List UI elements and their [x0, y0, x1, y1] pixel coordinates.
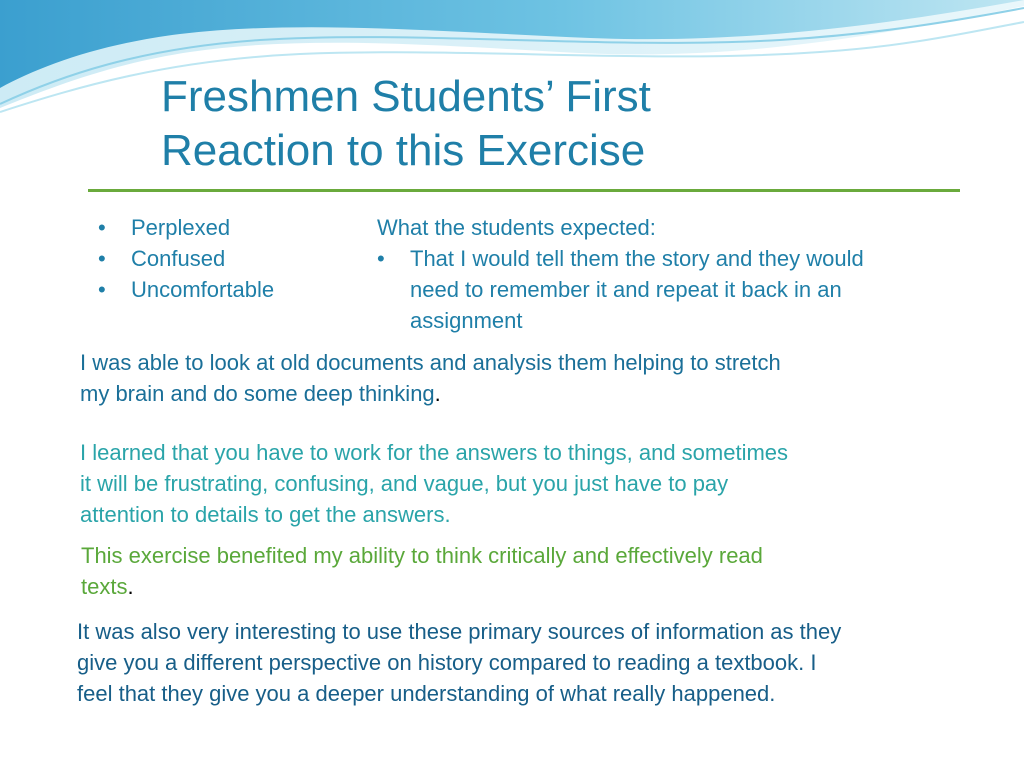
reaction-item [98, 243, 274, 274]
student-quote [80, 347, 781, 409]
expectation-line: That I would tell them the story and they would [410, 246, 864, 271]
reaction-item [98, 274, 274, 305]
reactions-list [98, 212, 274, 305]
slide-title-line: Reaction to this Exercise [161, 126, 646, 175]
quote-line: It was also very interesting to use these primary sources of information as they [77, 619, 842, 644]
reaction-label: Perplexed [131, 215, 231, 240]
quote-line: give you a different perspective on history compared to reading a textbook. I [77, 650, 817, 675]
quote-period: . [127, 574, 134, 599]
bullet-icon: • [98, 277, 106, 302]
expectation-line: need to remember it and repeat it back in an [410, 277, 842, 302]
bullet-icon: • [98, 246, 106, 271]
expectation-item [377, 243, 957, 336]
bullet-icon: • [377, 246, 385, 271]
reaction-label: Uncomfortable [131, 277, 275, 302]
quote-line: I was able to look at old documents and analysis them helping to stretch [80, 350, 781, 375]
quote-line [80, 378, 781, 409]
quote-line: it will be frustrating, confusing, and vague, but you just have to pay [80, 471, 729, 496]
title-divider [88, 189, 960, 192]
quote-period: . [434, 381, 441, 406]
quote-line: feel that they give you a deeper understanding of what really happened. [77, 681, 776, 706]
quote-line: I learned that you have to work for the answers to things, and sometimes [80, 440, 789, 465]
slide-title [161, 70, 921, 178]
expectations-list [377, 243, 957, 336]
reaction-label: Confused [131, 246, 226, 271]
quote-line: This exercise benefited my ability to think critically and effectively read [81, 543, 763, 568]
expectation-line: assignment [410, 308, 523, 333]
expectations-block [377, 212, 957, 336]
quote-line: attention to details to get the answers. [80, 502, 451, 527]
quote-line [81, 571, 763, 602]
student-quote [81, 540, 763, 602]
quote-text: my brain and do some deep thinking [80, 381, 435, 406]
expectations-heading: What the students expected: [377, 215, 656, 240]
quote-text: texts [81, 574, 128, 599]
slide-title-line: Freshmen Students’ First [161, 72, 651, 121]
student-quote [80, 437, 788, 530]
student-quote [77, 616, 841, 709]
reaction-item [98, 212, 274, 243]
bullet-icon: • [98, 215, 106, 240]
